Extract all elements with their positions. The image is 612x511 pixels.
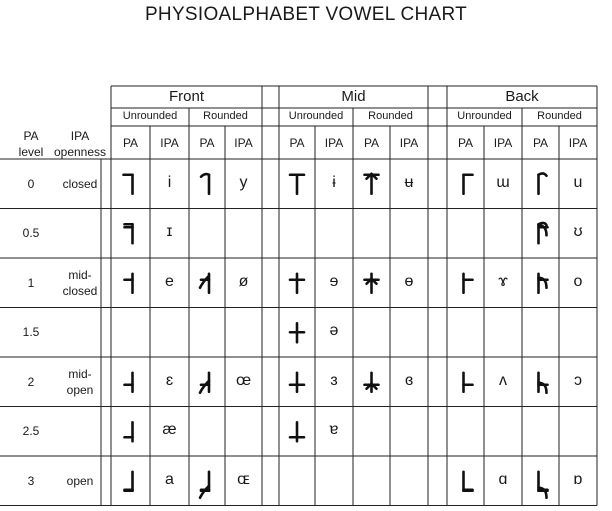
pa-front-unrounded-near-open-glyph xyxy=(125,422,133,441)
pa-level-header-line2: level xyxy=(18,145,44,159)
pa-mid-unrounded-mid-closed-glyph xyxy=(290,274,304,293)
pa-back-rounded-closed-glyph xyxy=(539,173,547,193)
column-label-ipa: IPA xyxy=(324,136,344,150)
ipa-symbol: ɤ xyxy=(498,272,508,290)
pa-back-unrounded-closed-glyph xyxy=(464,175,473,194)
row-level-label: 1.5 xyxy=(22,325,40,340)
column-label-pa: PA xyxy=(532,136,549,150)
ipa-symbol: ə xyxy=(329,322,339,340)
ipa-symbol: ɯ xyxy=(496,173,510,191)
row-level-label: 0.5 xyxy=(22,226,40,241)
row-level-label: 1 xyxy=(27,275,35,290)
pa-back-rounded-near-closed-glyph xyxy=(539,223,548,243)
pa-front-rounded-mid-closed-glyph xyxy=(200,274,209,293)
pa-back-unrounded-mid-open-glyph xyxy=(464,373,473,392)
pa-front-unrounded-near-closed-glyph xyxy=(125,224,133,243)
column-label-pa: PA xyxy=(363,136,380,150)
subgroup-header-front-unrounded: Unrounded xyxy=(122,110,178,122)
ipa-symbol: ɞ xyxy=(404,371,414,389)
pa-mid-rounded-closed-glyph xyxy=(365,174,379,194)
pa-mid-unrounded-near-open-glyph xyxy=(290,422,304,441)
row-openness-label: open xyxy=(66,382,94,397)
row-openness-label: mid- xyxy=(68,267,92,282)
ipa-symbol: ʉ xyxy=(404,173,414,191)
ipa-symbol: ʌ xyxy=(499,371,507,389)
pa-mid-rounded-mid-open-glyph xyxy=(365,373,379,392)
pa-front-rounded-open-glyph xyxy=(200,472,209,498)
group-header-front: Front xyxy=(168,88,204,105)
subgroup-header-back-unrounded: Unrounded xyxy=(457,110,512,122)
pa-front-unrounded-closed-glyph xyxy=(124,175,133,194)
ipa-symbol: ɑ xyxy=(498,470,508,488)
column-label-pa: PA xyxy=(457,136,474,150)
ipa-symbol: ɐ xyxy=(329,421,339,439)
column-label-pa: PA xyxy=(199,136,215,150)
pa-level-header-line1: PA xyxy=(23,129,39,143)
ipa-openness-header-line1: IPA xyxy=(70,129,90,143)
group-header-back: Back xyxy=(505,88,539,105)
column-label-ipa: IPA xyxy=(160,136,179,150)
chart-title: PHYSIOALPHABET VOWEL CHART xyxy=(144,4,468,25)
subgroup-header-front-rounded: Rounded xyxy=(203,110,248,122)
ipa-symbol: u xyxy=(573,173,583,191)
row-level-label: 3 xyxy=(27,473,35,488)
row-level-label: 0 xyxy=(27,176,35,191)
pa-back-rounded-mid-closed-glyph xyxy=(539,274,548,293)
ipa-symbol: ɶ xyxy=(237,470,250,488)
ipa-symbol: ɪ xyxy=(166,223,173,241)
subgroup-header-mid-unrounded: Unrounded xyxy=(288,110,344,122)
subgroup-header-back-rounded: Rounded xyxy=(537,110,582,122)
pa-front-unrounded-mid-closed-glyph xyxy=(125,274,133,293)
ipa-symbol: ɵ xyxy=(404,272,414,290)
ipa-symbol: y xyxy=(239,173,248,191)
pa-back-unrounded-open-glyph xyxy=(464,472,473,491)
ipa-symbol: œ xyxy=(235,371,252,389)
pa-front-unrounded-open-glyph xyxy=(125,472,133,491)
ipa-symbol: ɔ xyxy=(574,371,582,389)
row-openness-label: mid- xyxy=(68,366,92,381)
ipa-symbol: i xyxy=(167,173,172,191)
pa-mid-unrounded-mid-open-glyph xyxy=(290,373,304,392)
ipa-symbol: ɒ xyxy=(573,470,583,488)
pa-front-unrounded-mid-open-glyph xyxy=(125,373,133,392)
ipa-symbol: o xyxy=(573,272,583,290)
ipa-openness-header-line2: openness xyxy=(53,145,107,159)
row-level-label: 2.5 xyxy=(22,424,40,439)
row-openness-label: closed xyxy=(62,176,98,191)
row-openness-label: closed xyxy=(62,283,98,298)
ipa-symbol: e xyxy=(165,272,174,290)
row-level-label: 2 xyxy=(27,374,35,389)
column-label-pa: PA xyxy=(122,136,139,150)
pa-back-unrounded-mid-closed-glyph xyxy=(464,274,473,293)
column-label-ipa: IPA xyxy=(399,136,419,150)
group-header-mid: Mid xyxy=(341,88,366,105)
ipa-symbol: ɨ xyxy=(332,173,336,191)
ipa-symbol: æ xyxy=(162,421,177,439)
ipa-symbol: ɘ xyxy=(329,272,339,290)
pa-mid-unrounded-mid-glyph xyxy=(290,323,304,342)
row-openness-label: open xyxy=(66,473,94,488)
column-label-ipa: IPA xyxy=(568,136,588,150)
ipa-symbol: ɜ xyxy=(330,371,338,389)
column-label-pa: PA xyxy=(289,136,305,150)
pa-front-rounded-closed-glyph xyxy=(201,174,209,194)
ipa-symbol: ø xyxy=(238,272,249,290)
pa-mid-unrounded-closed-glyph xyxy=(290,175,304,194)
ipa-symbol: ɛ xyxy=(165,371,174,389)
pa-back-rounded-open-glyph xyxy=(539,472,548,498)
subgroup-header-mid-rounded: Rounded xyxy=(368,110,413,122)
ipa-symbol: a xyxy=(165,470,174,488)
column-label-ipa: IPA xyxy=(234,136,253,150)
pa-front-rounded-mid-open-glyph xyxy=(200,373,209,393)
column-label-ipa: IPA xyxy=(493,136,513,150)
pa-mid-rounded-mid-closed-glyph xyxy=(365,274,379,293)
pa-back-rounded-mid-open-glyph xyxy=(539,373,548,393)
ipa-symbol: ʊ xyxy=(573,223,583,241)
